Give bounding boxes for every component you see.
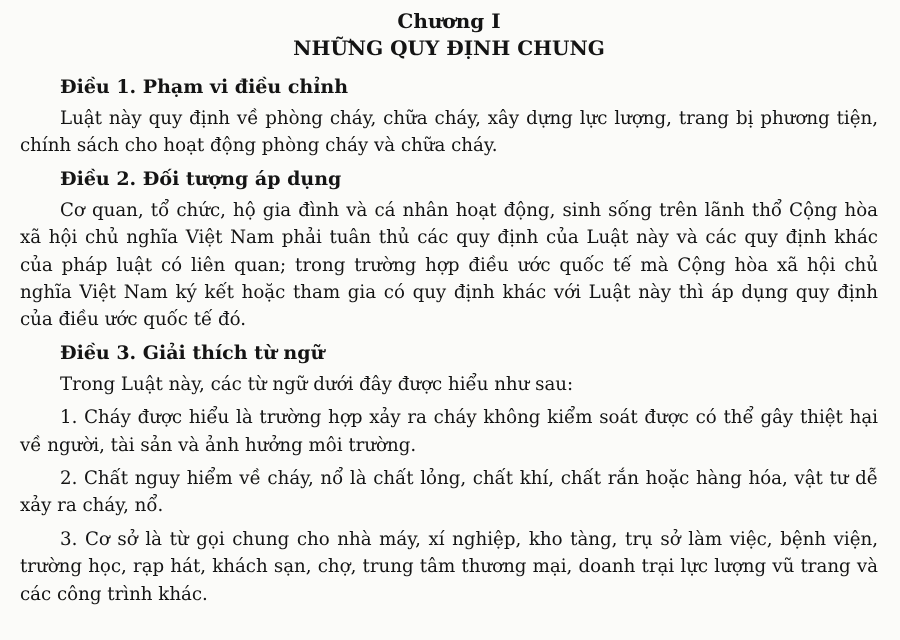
article-3-item-1: 1. Cháy được hiểu là trường hợp xảy ra cháy không kiểm soát được có thể gây thiệt hại về người, tài sản và ảnh hưởng môi trường. <box>20 407 878 456</box>
article-2-heading: Điều 2. Đối tượng áp dụng <box>60 167 342 190</box>
chapter-number: Chương I <box>397 9 501 33</box>
article-1-heading: Điều 1. Phạm vi điều chỉnh <box>60 76 349 98</box>
article-2-paragraph: Cơ quan, tổ chức, hộ gia đình và cá nhân hoạt động, sinh sống trên lãnh thổ Cộng hòa xã hội chủ nghĩa Việt Nam phải tuân thủ các quy định của Luật này và các quy định khác của pháp luật có liên quan; trong trường hợp điều ước quốc tế mà Cộng hòa xã hội chủ nghĩa Việt Nam ký kết hoặc tham gia có quy định khác với Luật này thì áp dụng quy định của điều ước quốc tế đó. <box>20 199 878 331</box>
article-1-paragraph: Luật này quy định về phòng cháy, chữa cháy, xây dựng lực lượng, trang bị phương tiện, chính sách cho hoạt động phòng cháy và chữa cháy. <box>20 108 878 157</box>
article-3-item-3: 3. Cơ sở là từ gọi chung cho nhà máy, xí nghiệp, kho tàng, trụ sở làm việc, bệnh viện, trường học, rạp hát, khách sạn, chợ, trung tâm thương mại, doanh trại lực lượng vũ trang và các công trình khác. <box>20 528 878 605</box>
article-3-item-2: 2. Chất nguy hiểm về cháy, nổ là chất lỏng, chất khí, chất rắn hoặc hàng hóa, vật tư dễ xảy ra cháy, nổ. <box>20 468 878 517</box>
chapter-title: NHỮNG QUY ĐỊNH CHUNG <box>293 36 605 60</box>
article-3-heading: Điều 3. Giải thích từ ngữ <box>60 341 325 364</box>
article-3-intro: Trong Luật này, các từ ngữ dưới đây được hiểu như sau: <box>60 373 574 395</box>
